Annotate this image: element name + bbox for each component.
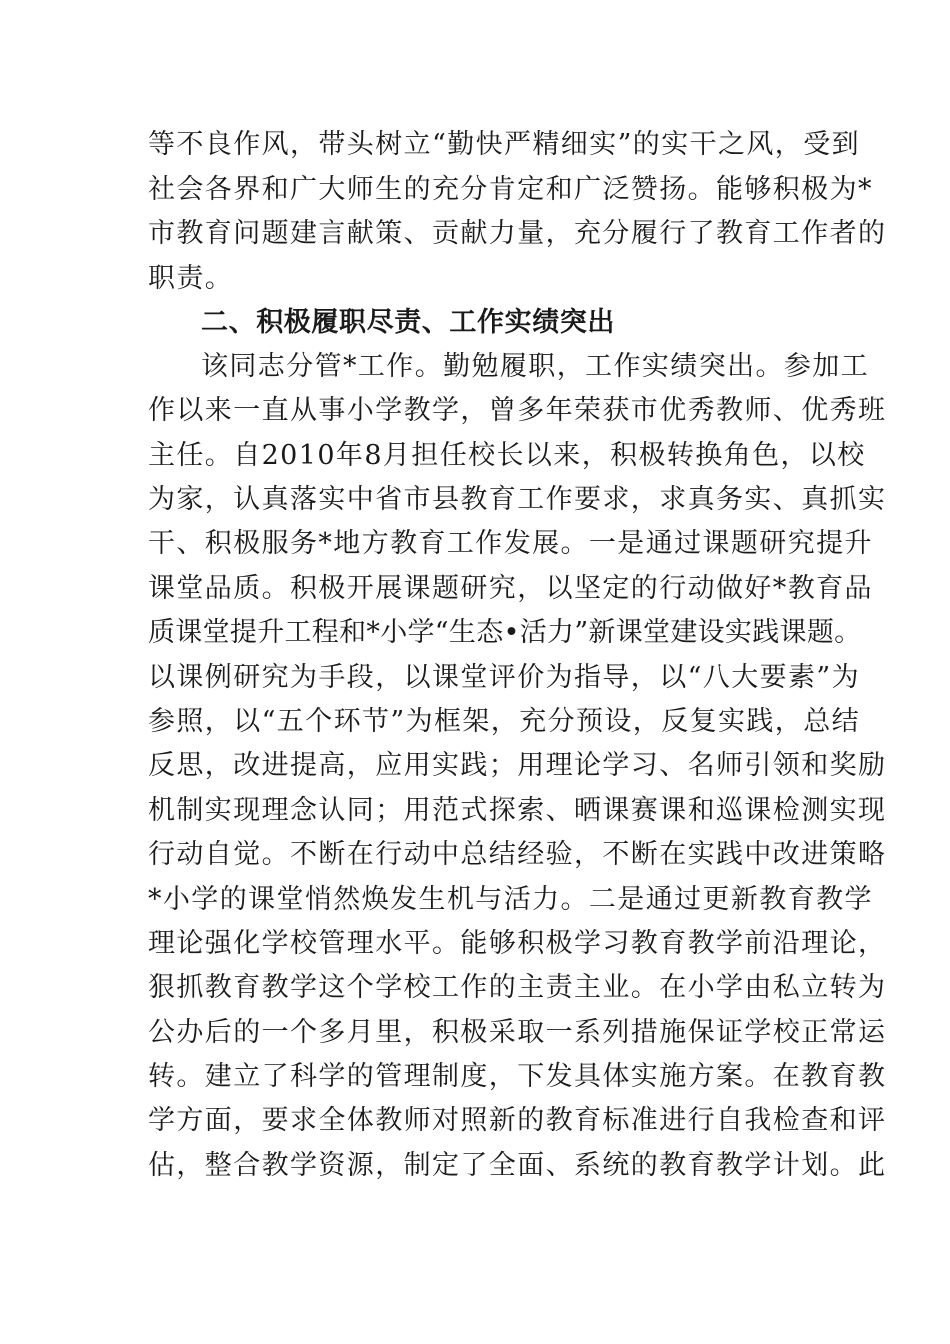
body-line: 机制实现理念认同；用范式探索、晒课赛课和巡课检测实现	[148, 795, 887, 826]
body-line: 社会各界和广大师生的充分肯定和广泛赞扬。能够积极为*	[148, 174, 873, 205]
body-line: 理论强化学校管理水平。能够积极学习教育教学前沿理论，	[148, 928, 887, 959]
body-line: *小学的课堂悄然焕发生机与活力。二是通过更新教育教学	[148, 884, 873, 915]
body-line: 干、积极服务*地方教育工作发展。一是通过课题研究提升	[148, 528, 873, 559]
body-line: 估，整合教学资源，制定了全面、系统的教育教学计划。此	[148, 1150, 887, 1181]
body-line: 以课例研究为手段，以课堂评价为指导，以“八大要素”为	[148, 662, 861, 693]
section-heading: 二、积极履职尽责、工作实绩突出	[201, 307, 615, 338]
body-line: 质课堂提升工程和*小学“生态•活力”新课堂建设实践课题。	[148, 617, 862, 648]
body-line: 反思，改进提高，应用实践；用理论学习、名师引领和奖励	[148, 750, 887, 781]
body-line: 市教育问题建言献策、贡献力量，充分履行了教育工作者的	[148, 218, 887, 249]
body-line: 作以来一直从事小学教学，曾多年荣获市优秀教师、优秀班	[148, 395, 887, 426]
body-line: 转。建立了科学的管理制度，下发具体实施方案。在教育教	[148, 1061, 887, 1092]
body-line: 学方面，要求全体教师对照新的教育标准进行自我检查和评	[148, 1105, 887, 1136]
body-line: 行动自觉。不断在行动中总结经验，不断在实践中改进策略	[148, 839, 887, 870]
body-line: 为家，认真落实中省市县教育工作要求，求真务实、真抓实	[148, 484, 887, 515]
body-line: 等不良作风，带头树立“勤快严精细实”的实干之风，受到	[148, 129, 861, 160]
body-line: 公办后的一个多月里，积极采取一系列措施保证学校正常运	[148, 1017, 887, 1048]
body-line: 参照，以“五个环节”为框架，充分预设，反复实践，总结	[148, 706, 861, 737]
body-line: 狠抓教育教学这个学校工作的主责主业。在小学由私立转为	[148, 972, 887, 1003]
body-line: 职责。	[148, 263, 234, 294]
body-line: 课堂品质。积极开展课题研究，以坚定的行动做好*教育品	[148, 573, 873, 604]
body-line: 该同志分管*工作。勤勉履职，工作实绩突出。参加工	[201, 351, 870, 382]
body-line: 主任。自2010年8月担任校长以来，积极转换角色，以校	[148, 440, 866, 471]
